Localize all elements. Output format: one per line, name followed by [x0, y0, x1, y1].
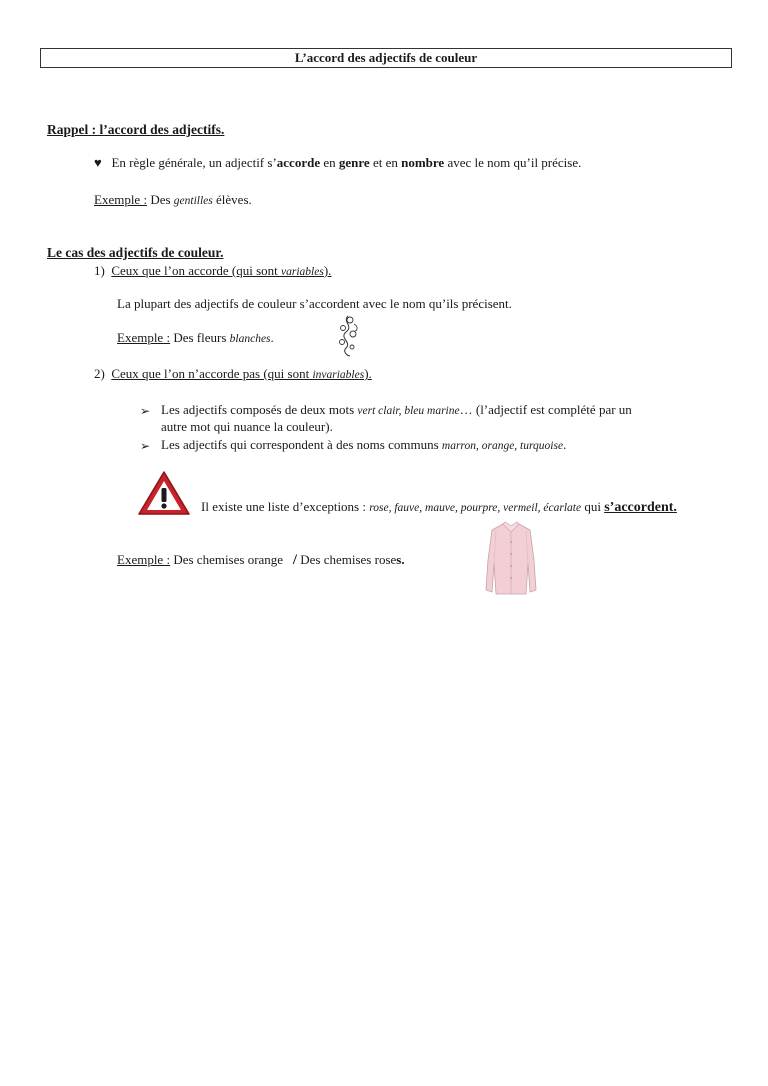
final-example-text-1: Des chemises orange: [170, 552, 284, 567]
item1-example-text-2: .: [270, 330, 274, 345]
item2-heading: [94, 366, 372, 382]
rappel-heading: Rappel : l’accord des adjectifs.: [47, 122, 225, 137]
heart-bullet-icon: ♥: [94, 155, 102, 170]
example-label: Exemple :: [94, 192, 148, 207]
item2-bullet1-line1: [161, 402, 632, 418]
item1-text-b: ).: [323, 263, 332, 278]
bullet1-italic: vert clair, bleu marine: [357, 405, 460, 417]
rule-text-2: en: [320, 155, 339, 170]
example-text-1: Des: [147, 192, 174, 207]
item2-text-b: ).: [364, 366, 372, 381]
final-example-bold-s: s: [396, 552, 402, 567]
item1-description: La plupart des adjectifs de couleur s’accordent avec le nom qu’ils précisent.: [117, 296, 512, 311]
item2-italic: invariables: [312, 369, 365, 381]
warning-icon: [137, 470, 191, 516]
item1-text-a: Ceux que l’on accorde (qui sont: [111, 263, 282, 278]
rappel-rule: [94, 155, 581, 171]
item1-example-text-1: Des fleurs: [170, 330, 230, 345]
warning-text: [201, 499, 677, 516]
item1-number: 1): [94, 263, 105, 278]
bullet1-text-a: Les adjectifs composés de deux mots: [161, 402, 358, 417]
example-text-2: élèves.: [212, 192, 252, 207]
arrow-bullet-icon: ➢: [140, 439, 151, 453]
rule-accorde: accorde: [276, 155, 321, 170]
bullet1-text-b: … (l’adjectif est complété par un: [459, 402, 632, 417]
example-adjective: gentilles: [173, 195, 213, 207]
final-example-slash: /: [292, 552, 297, 568]
bullet2-italic: marron, orange, turquoise: [441, 440, 564, 452]
final-example-text-2: Des chemises rose: [297, 552, 397, 567]
bullet2-text-b: .: [563, 437, 567, 452]
page-title: L’accord des adjectifs de couleur: [40, 48, 732, 68]
warning-bold: s’accordent.: [604, 500, 677, 515]
rule-nombre: nombre: [401, 155, 445, 170]
final-example-label: Exemple :: [117, 552, 171, 567]
cas-heading: Le cas des adjectifs de couleur.: [47, 245, 224, 260]
item2-bullet2: [161, 437, 566, 453]
item2-text-a: Ceux que l’on n’accorde pas (qui sont: [111, 366, 313, 381]
flower-ornament-icon: [334, 314, 362, 358]
item1-example-label: Exemple :: [117, 330, 171, 345]
bullet2-text-a: Les adjectifs qui correspondent à des noms communs: [161, 437, 442, 452]
item1-example-adjective: blanches: [229, 333, 271, 345]
item1-heading: [94, 263, 331, 279]
rule-text-4: avec le nom qu’il précise.: [444, 155, 582, 170]
item1-example: [117, 330, 274, 346]
pink-shirt-icon: [484, 520, 538, 596]
item2-number: 2): [94, 366, 105, 381]
rappel-example: [94, 192, 252, 208]
rule-text-1: En règle générale, un adjectif s’: [111, 155, 277, 170]
final-example: [117, 552, 405, 569]
warning-exception-list: rose, fauve, mauve, pourpre, vermeil, écarlate: [369, 502, 582, 514]
rule-text-3: et en: [369, 155, 402, 170]
arrow-bullet-icon: ➢: [140, 404, 151, 418]
item2-bullet1-line2: autre mot qui nuance la couleur).: [161, 419, 333, 434]
rule-genre: genre: [338, 155, 370, 170]
warning-text-b: qui: [581, 499, 605, 514]
warning-text-a: Il existe une liste d’exceptions :: [201, 499, 370, 514]
final-example-dot: .: [401, 552, 405, 567]
item1-italic: variables: [281, 266, 324, 278]
